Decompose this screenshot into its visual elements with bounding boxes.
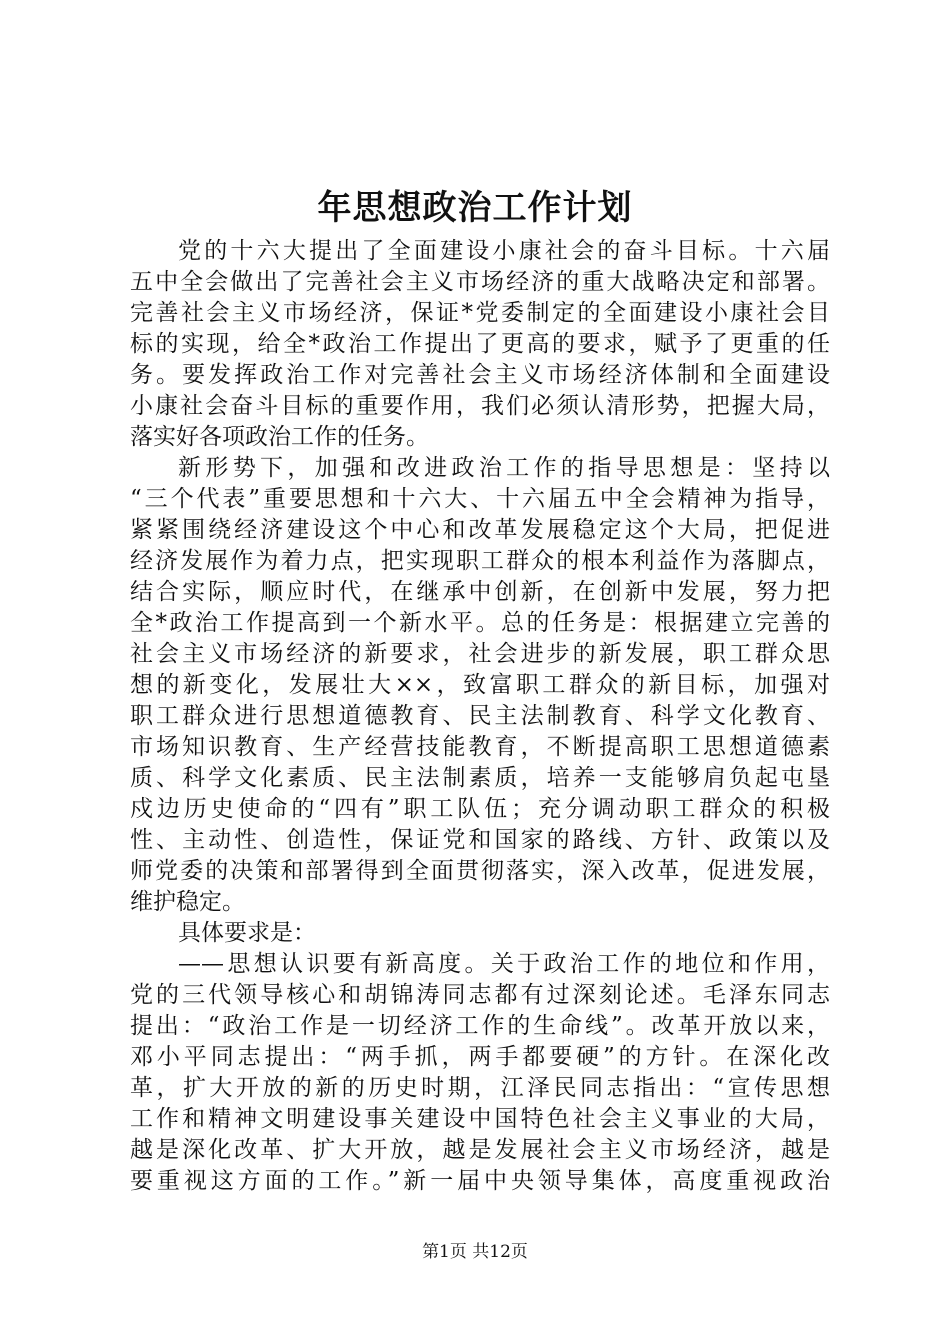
body-text-line: 务。要发挥政治工作对完善社会主义市场经济体制和全面建设 [130,362,830,388]
body-text-line: 具体要求是： [178,920,316,946]
body-text-line: 邓小平同志提出：“两手抓，两手都要硬”的方针。在深化改 [130,1044,830,1070]
body-text-line: 工作和精神文明建设事关建设中国特色社会主义事业的大局， [130,1106,830,1132]
body-text-line: 标的实现，给全*政治工作提出了更高的要求，赋予了更重的任 [130,331,830,357]
body-text-line: 革，扩大开放的新的历史时期，江泽民同志指出：“宣传思想 [130,1075,830,1101]
body-text-line: ——思想认识要有新高度。关于政治工作的地位和作用， [178,951,830,977]
body-text-line: 戍边历史使命的“四有”职工队伍；充分调动职工群众的积极 [130,796,830,822]
body-text-line: 落实好各项政治工作的任务。 [130,424,429,450]
body-text-line: 全*政治工作提高到一个新水平。总的任务是：根据建立完善的 [130,610,830,636]
page-footer: 第1页 共12页 [422,1242,528,1262]
body-text-line: 性、主动性、创造性，保证党和国家的路线、方针、政策以及 [130,827,830,853]
body-text-line: 师党委的决策和部署得到全面贯彻落实，深入改革，促进发展， [130,858,830,884]
body-text-line: 紧紧围绕经济建设这个中心和改革发展稳定这个大局，把促进 [130,517,830,543]
body-text-line: 小康社会奋斗目标的重要作用，我们必须认清形势，把握大局， [130,393,830,419]
body-text-line: 职工群众进行思想道德教育、民主法制教育、科学文化教育、 [130,703,830,729]
body-text-line: 要重视这方面的工作。”新一届中央领导集体，高度重视政治 [130,1168,830,1194]
body-text-line: 党的十六大提出了全面建设小康社会的奋斗目标。十六届 [178,238,830,264]
body-text-line: 经济发展作为着力点，把实现职工群众的根本利益作为落脚点， [130,548,830,574]
body-text-line: 结合实际，顺应时代，在继承中创新，在创新中发展，努力把 [130,579,830,605]
document-body [130,236,830,1197]
body-text-line: 市场知识教育、生产经营技能教育，不断提高职工思想道德素 [130,734,830,760]
body-text-line: 社会主义市场经济的新要求，社会进步的新发展，职工群众思 [130,641,830,667]
body-text-line: 党的三代领导核心和胡锦涛同志都有过深刻论述。毛泽东同志 [130,982,830,1008]
body-text-line: 五中全会做出了完善社会主义市场经济的重大战略决定和部署。 [130,269,830,295]
body-text-line: 新形势下，加强和改进政治工作的指导思想是：坚持以 [178,455,830,481]
body-text-line: 提出：“政治工作是一切经济工作的生命线”。改革开放以来， [130,1013,830,1039]
body-text-line: 越是深化改革、扩大开放，越是发展社会主义市场经济，越是 [130,1137,830,1163]
document-title: 年思想政治工作计划 [317,188,633,228]
body-text-line: “三个代表”重要思想和十六大、十六届五中全会精神为指导， [130,486,830,512]
body-text-line: 想的新变化，发展壮大××，致富职工群众的新目标，加强对 [130,672,830,698]
body-text-line: 维护稳定。 [130,889,245,915]
body-text-line: 质、科学文化素质、民主法制素质，培养一支能够肩负起屯垦 [130,765,830,791]
body-text-line: 完善社会主义市场经济，保证*党委制定的全面建设小康社会目 [130,300,830,326]
